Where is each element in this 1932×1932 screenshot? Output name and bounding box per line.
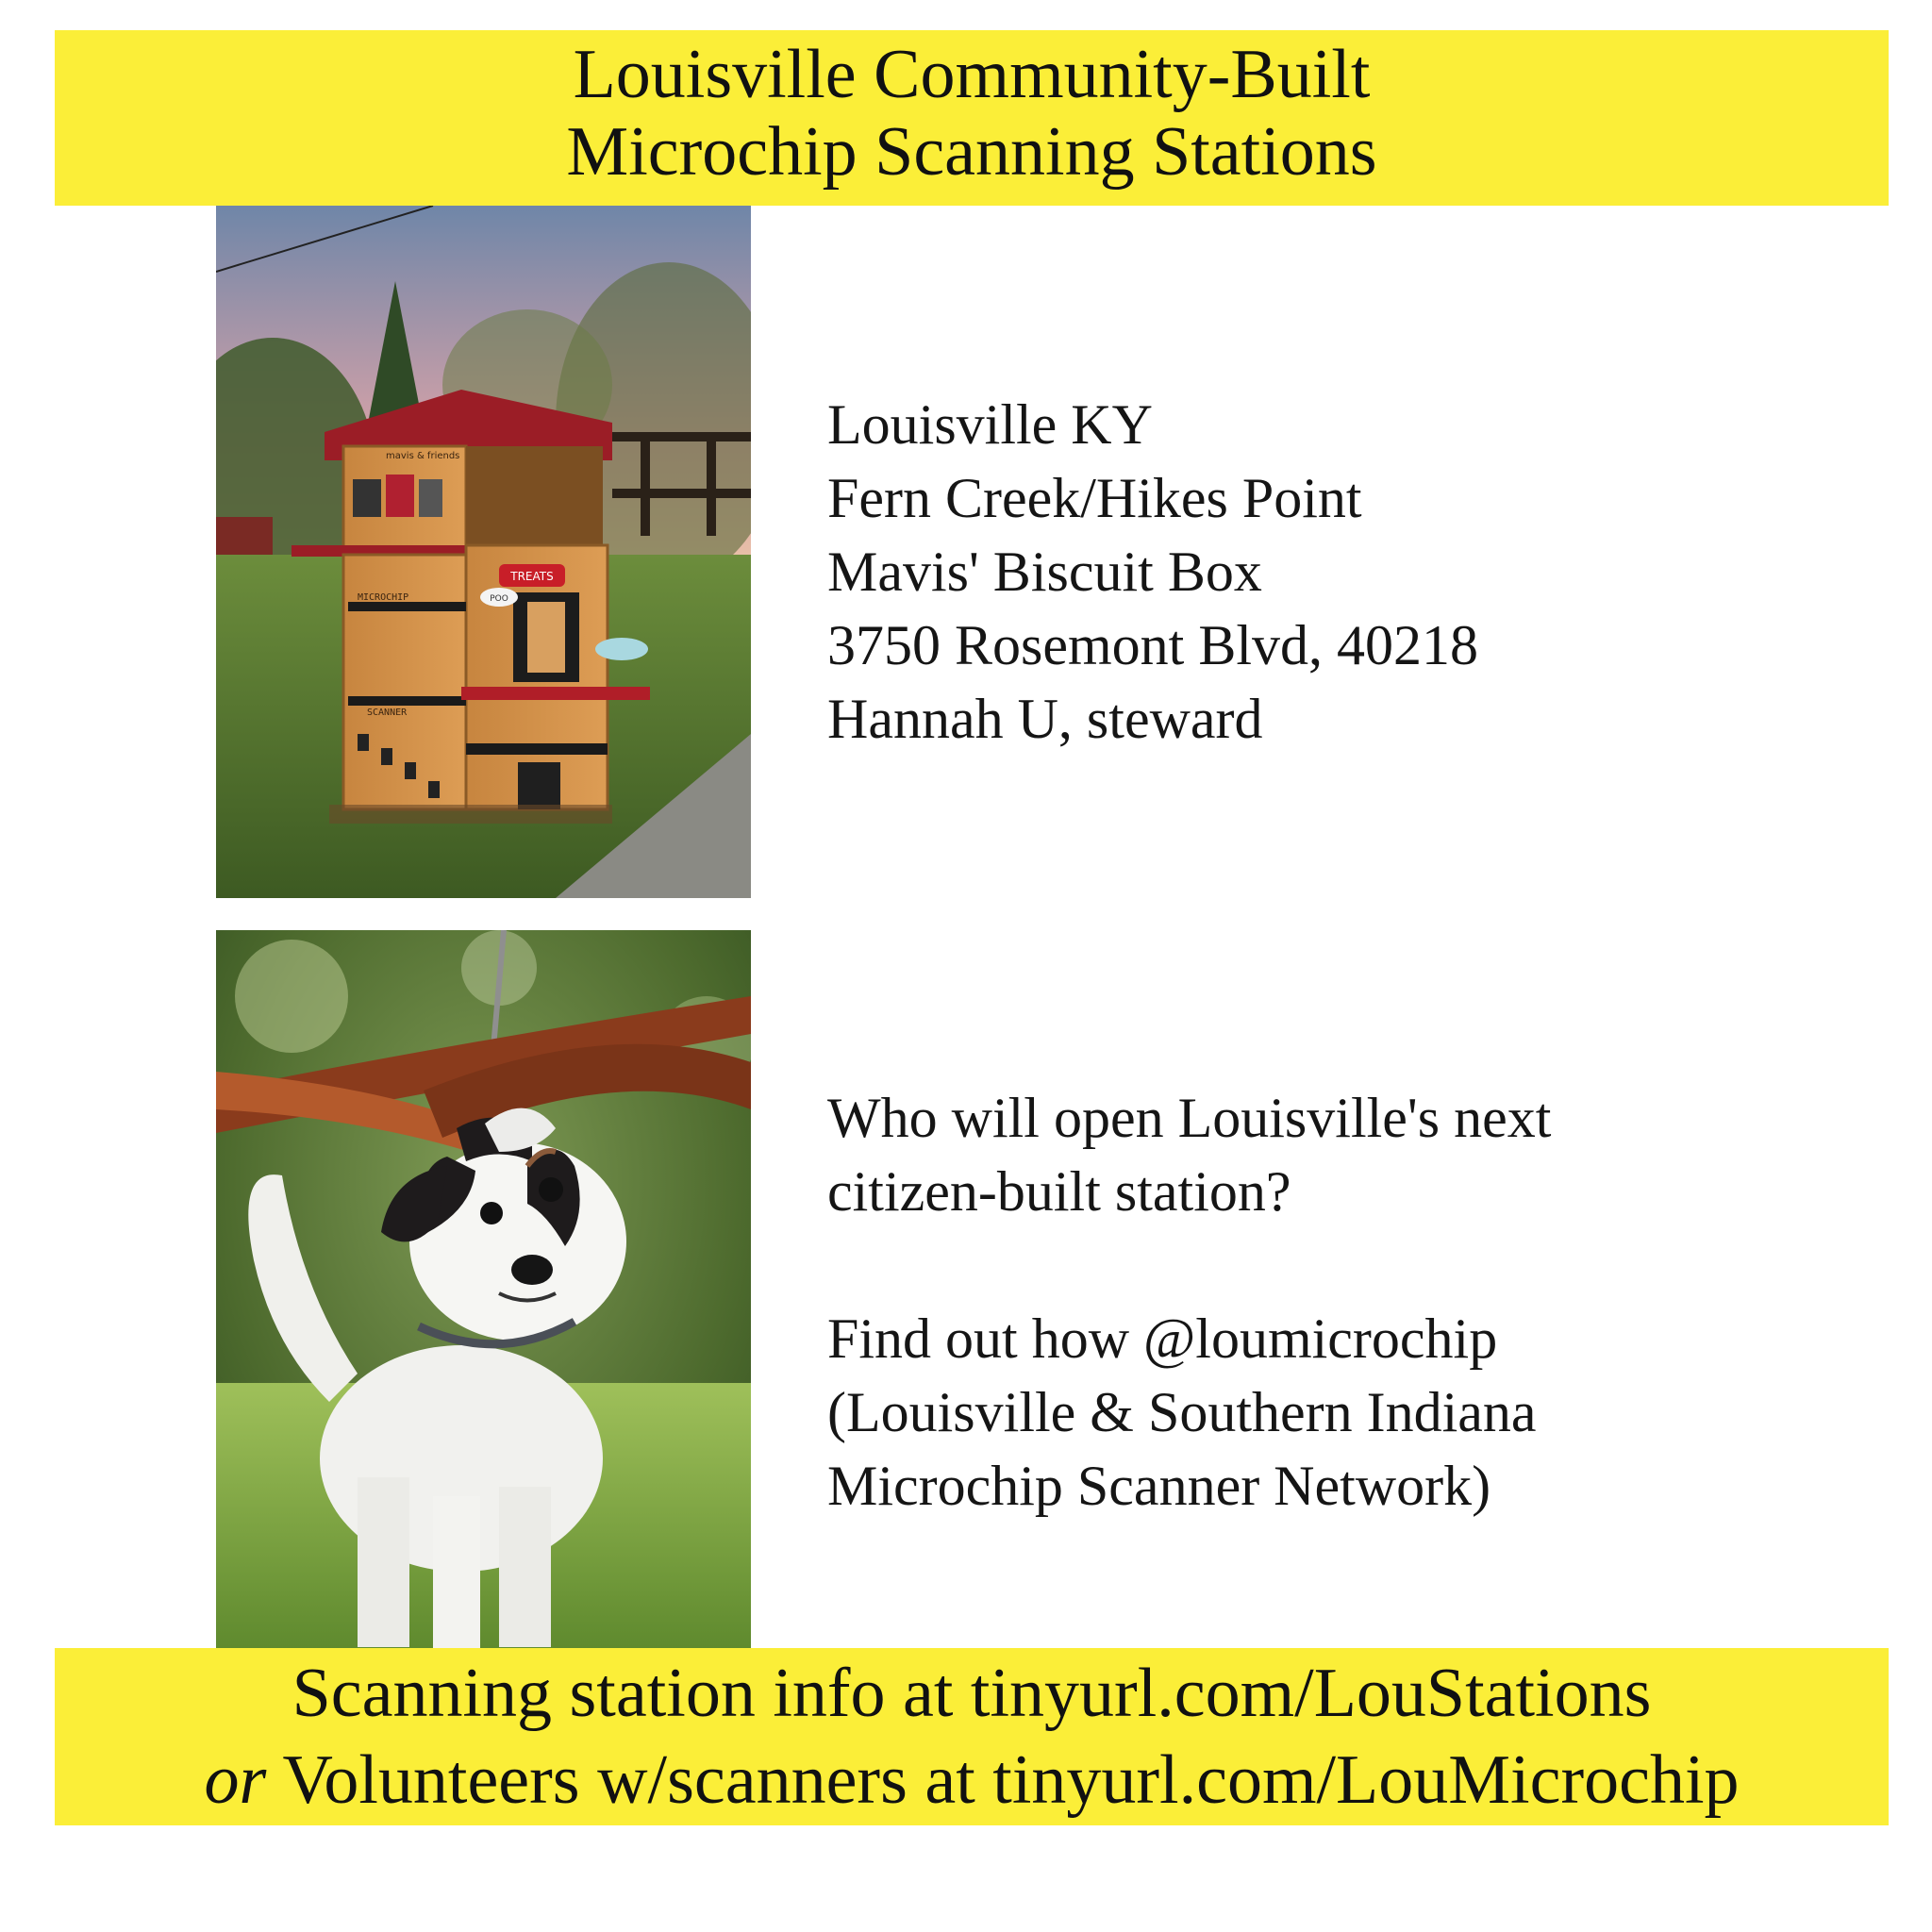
cta-text [827,1081,1551,1523]
station-steward: Hannah U, steward [827,688,1263,750]
footer-line-1: Scanning station info at tinyurl.com/LouStations [291,1655,1652,1732]
footer-banner [55,1648,1889,1825]
dog-photo [216,930,751,1648]
poo-sign: POO [490,594,508,604]
station-name: Mavis' Biscuit Box [827,541,1262,603]
cta-spacer [827,1228,1551,1302]
station-photo [216,206,751,898]
cta-find-line-1: Find out how @loumicrochip [827,1307,1498,1370]
header-banner [55,30,1889,206]
station-city: Louisville KY [827,393,1153,456]
treats-sign: TREATS [510,570,554,583]
footer-or: or [204,1741,267,1819]
station-address: 3750 Rosemont Blvd, 40218 [827,614,1479,676]
footer-line-2 [55,1737,1889,1824]
station-neighborhood: Fern Creek/Hikes Point [827,467,1362,529]
page-title-line-2: Microchip Scanning Stations [566,113,1377,191]
cta-find-line-2: (Louisville & Southern Indiana [827,1381,1537,1443]
microchip-sign: MICROCHIP [358,592,409,603]
page-title-line-1: Louisville Community-Built [573,36,1371,113]
mavis-sign: mavis & friends [386,451,460,461]
scanner-sign: SCANNER [367,708,408,718]
cta-find-line-3: Microchip Scanner Network) [827,1455,1491,1517]
cta-question-line-1: Who will open Louisville's next [827,1087,1552,1149]
station-info [827,388,1478,756]
footer-volunteers: Volunteers w/scanners at tinyurl.com/LouMicrochip [266,1741,1740,1819]
cta-question-line-2: citizen-built station? [827,1160,1291,1223]
